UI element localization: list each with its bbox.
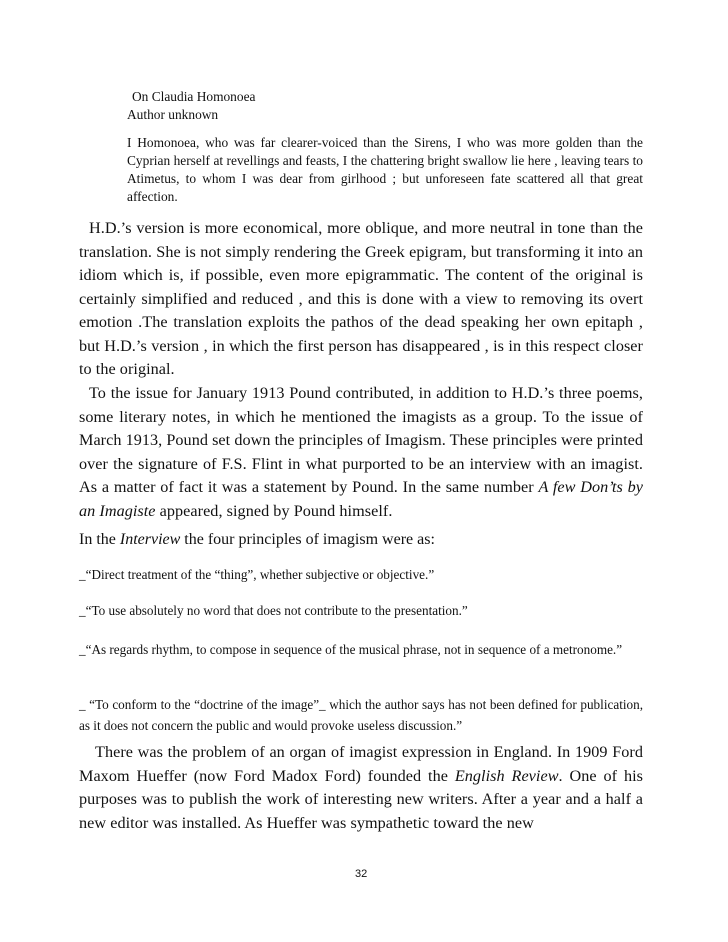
paragraph-text: To the issue for January 1913 Pound contributed, in addition to H.D.’s three poems, some literary notes, in which he mentioned the imagists as a group. To the issue of March 1913, Pound set down the principles of Imagism. These principles were printed over the signature of F.S. Flint in what purported to be an interview with an imagist. As a matter of fact it was a statement by Pound. In the same number [79,384,643,496]
quote-text: I Homonoea, who was far clearer-voiced than the Sirens, I who was more golden than the Cyprian herself at revellings and feasts, I the chattering bright swallow lie here , leaving tears to Atimetus, to whom I was dear from girlhood ; but unforeseen fate scattered all that great affection. [127,135,643,204]
paragraph-pound-imagism [79,382,643,523]
paragraph-text: H.D.’s version is more economical, more oblique, and more neutral in tone than the translation. She is not simply rendering the Greek epigram, but transforming it into an idiom which is, if possible, even more epigrammatic. The content of the original is certainly simplified and reduced , and this is done with a view to removing its overt emotion .The translation exploits the pathos of the dead speaking her own epitaph , but H.D.’s version , in which the first person has disappeared , is in this respect closer to the original. [79,219,643,378]
italic-title: A few Don’ts by an Imagiste [79,478,643,520]
paragraph-english-review [79,741,643,835]
paragraph-hd-version [79,217,643,382]
principle-item: _“As regards rhythm, to compose in sequence of the musical phrase, not in sequence of a metronome.” [79,642,623,657]
paragraph-text-end: . One of his purposes was to publish the work of interesting new writers. After a year and a half a new editor was installed. As Hueffer was sympathetic toward the new [79,766,643,832]
paragraph-text-end: appeared, signed by Pound himself. [155,501,393,520]
italic-english-review: English Review [454,766,559,785]
page-number: 32 [355,868,368,880]
principles-intro [79,529,643,551]
principle-item: _“Direct treatment of the “thing”, whether subjective or objective.” [79,567,435,582]
principle-item: _“To use absolutely no word that does not contribute to the presentation.” [79,603,468,618]
principle-item: _ “To conform to the “doctrine of the image”_ which the author says has not been defined for publication, as it does not concern the public and would provoke useless discussion.” [79,697,643,733]
quote-author: Author unknown [127,107,219,122]
intro-text-end: the four principles of imagism were as: [180,531,435,548]
italic-interview: Interview [119,531,181,548]
quote-title: On Claudia Homonoea [132,89,256,104]
intro-text: In the [79,531,120,548]
paragraph-text: There was the problem of an organ of imagist expression in England. In 1909 Ford Maxom Hueffer (now Ford Madox Ford) founded the [79,743,643,785]
